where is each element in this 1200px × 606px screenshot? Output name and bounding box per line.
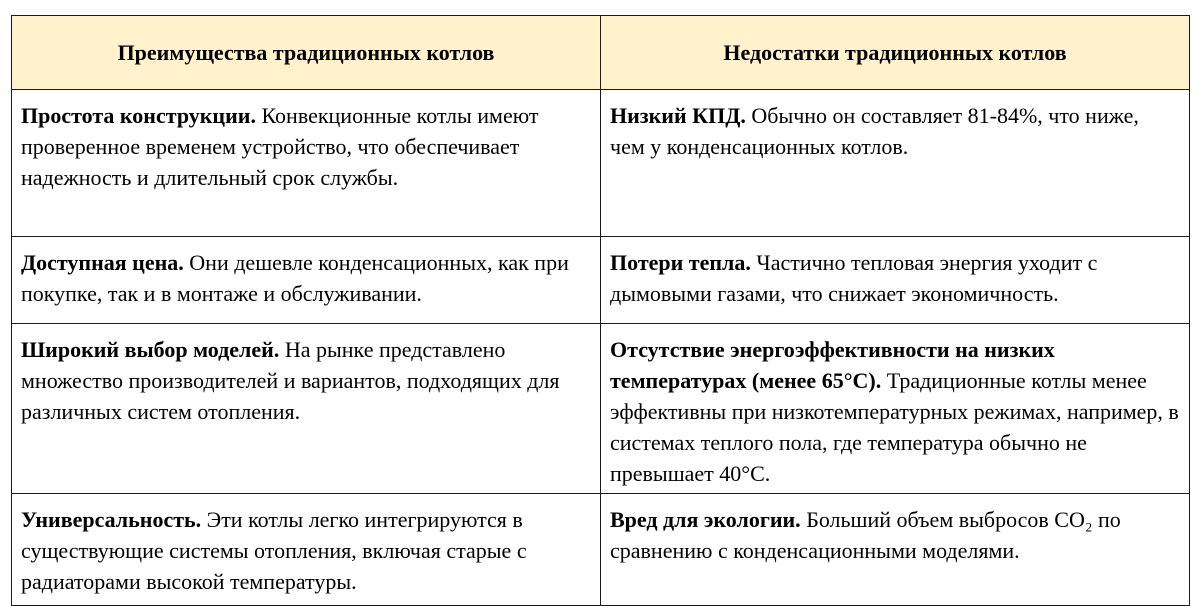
disadvantage-title: Вред для экологии. — [610, 507, 801, 532]
advantage-text: Конвекционные котлы имеют проверенное временем устройство, что обеспечивает надежность и длительный срок службы. — [21, 103, 539, 190]
table-row — [12, 494, 1190, 606]
header-advantages: Преимущества традиционных котлов — [12, 16, 601, 90]
advantage-title: Широкий выбор моделей. — [21, 337, 280, 362]
disadvantage-cell — [601, 324, 1190, 494]
advantage-cell — [12, 237, 601, 324]
advantage-cell — [12, 494, 601, 606]
advantage-text: Они дешевле конденсационных, как при покупке, так и в монтаже и обслуживании. — [21, 250, 569, 306]
disadvantage-cell — [601, 90, 1190, 237]
table-row — [12, 324, 1190, 494]
advantage-title: Простота конструкции. — [21, 103, 256, 128]
advantage-cell — [12, 90, 601, 237]
header-row — [12, 16, 1190, 90]
table-row — [12, 90, 1190, 237]
disadvantage-text: Традиционные котлы менее эффективны при низкотемпературных режимах, например, в системах теплого пола, где температура обычно не превышает 40°C. — [610, 368, 1179, 486]
disadvantage-cell — [601, 237, 1190, 324]
disadvantage-text: Больший объем выбросов CO₂ по сравнению с конденсационными моделями. — [610, 507, 1121, 563]
disadvantage-title: Отсутствие энергоэффективности на низких температурах (менее 65°C). — [610, 337, 1055, 393]
disadvantage-text: Частично тепловая энергия уходит с дымовыми газами, что снижает экономичность. — [610, 250, 1098, 306]
table-row — [12, 237, 1190, 324]
advantage-text: На рынке представлено множество производителей и вариантов, подходящих для различных систем отопления. — [21, 337, 560, 424]
advantage-text: Эти котлы легко интегрируются в существующие системы отопления, включая старые с радиаторами высокой температуры. — [21, 507, 527, 594]
disadvantage-title: Потери тепла. — [610, 250, 751, 275]
disadvantage-title: Низкий КПД. — [610, 103, 746, 128]
advantage-cell — [12, 324, 601, 494]
disadvantage-cell — [601, 494, 1190, 606]
advantage-title: Доступная цена. — [21, 250, 184, 275]
comparison-table — [11, 15, 1190, 606]
header-disadvantages: Недостатки традиционных котлов — [601, 16, 1190, 90]
disadvantage-text: Обычно он составляет 81-84%, что ниже, чем у конденсационных котлов. — [610, 103, 1139, 159]
advantage-title: Универсальность. — [21, 507, 202, 532]
